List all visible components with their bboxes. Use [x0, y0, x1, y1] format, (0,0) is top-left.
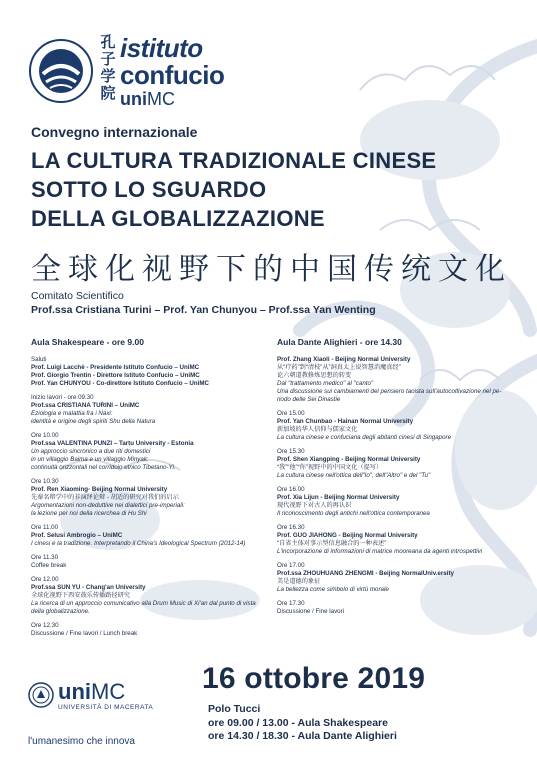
talk-title: la lezione per noi della ricerchea di Hu Shi	[31, 510, 147, 517]
morning-program	[31, 337, 271, 644]
logo-confucio-word: confucio	[120, 60, 225, 90]
speaker-name: Prof.ssa VALENTINA PUNZI – Tartu University - Estonia	[31, 440, 194, 447]
committee-label: Comitato Scientifico	[31, 290, 124, 302]
talk-title-chinese: 论六朝道教修炼思想的转变	[277, 372, 352, 379]
talk-title: Eziologia e malattia fra i Naxi:	[31, 410, 113, 417]
speaker-name: Prof.ssa SUN YU - Chang'an University	[31, 584, 146, 591]
talk-title-chinese: 从“疗药”到“清枝”从”洞真太上说智慧消魔真经”	[277, 364, 401, 371]
confucius-institute-logo	[28, 28, 258, 118]
scientific-committee	[31, 289, 376, 317]
speaker-name: Prof. Selusi Ambrogio – UniMC	[31, 532, 123, 539]
program-time: Ore 15.30	[277, 448, 305, 455]
program-entry	[31, 576, 271, 616]
speaker-name: Prof. Zhang Xiaoli - Beijing Normal University	[277, 356, 411, 363]
program-time: Ore 16.00	[277, 486, 305, 493]
program-entry	[277, 486, 517, 518]
session-schedule: ore 14.30 / 18.30 - Aula Dante Alighieri	[208, 730, 397, 742]
program-time: Ore 15.00	[277, 410, 305, 417]
greeting-speaker: Prof. Yan CHUNYOU - Co-direttore Istituto Confucio – UniMC	[31, 380, 209, 387]
conference-title-chinese: 全球化视野下的中国传统文化	[31, 252, 512, 287]
title-line: SOTTO LO SGUARDO	[31, 177, 267, 202]
program-time: Ore 11.30	[31, 554, 59, 561]
program-time: Inizio lavori - ore 09.30	[31, 394, 94, 401]
morning-talk-list	[31, 394, 271, 638]
event-venue	[208, 703, 397, 744]
university-seal-icon	[28, 682, 54, 708]
greeting-speaker: Prof. Luigi Lacchè - Presidente Istituto Confucio – UniMC	[31, 364, 200, 371]
program-time: Ore 17.30	[277, 600, 305, 607]
program-entry	[31, 524, 271, 548]
afternoon-hall-heading: Aula Dante Alighieri - ore 14.30	[277, 337, 402, 347]
afternoon-program	[277, 337, 517, 622]
program-entry	[31, 554, 271, 570]
conference-title	[31, 146, 436, 233]
talk-title-chinese: 先秦名辩学中的非演绎论辩 - 胡适的研究对我们的启示	[31, 494, 179, 501]
talk-title: Il riconoscimento degli antichi nell'ottica contemporanea	[277, 510, 430, 517]
talk-title-chinese: 现代视野下对古人的再认识	[277, 502, 352, 509]
program-entry	[277, 410, 517, 442]
talk-title: Dal "trattamento medico" al "canto"	[277, 380, 374, 387]
program-note: Discussione / Fine lavori	[277, 608, 345, 615]
talk-title: Un approccio sincronico a due riti domestici	[31, 448, 151, 455]
program-entry	[31, 622, 271, 638]
event-type-label: Convegno internazionale	[31, 124, 198, 140]
logo-istituto-word: istituto	[120, 33, 203, 63]
talk-title: in un villaggio Baima e un villaggio Minyak:	[31, 456, 149, 463]
program-time: Ore 10.00	[31, 432, 59, 439]
title-line: LA CULTURA TRADIZIONALE CINESE	[31, 148, 437, 173]
program-entry	[277, 448, 517, 480]
afternoon-talk-list	[277, 356, 517, 616]
session-schedule: ore 09.00 / 13.00 - Aula Shakespeare	[208, 716, 388, 729]
talk-title: Una discussione sui cambiamenti del pensiero taoista sull'autocoltivazione nel pe-	[277, 388, 502, 395]
program-entry	[31, 432, 271, 472]
talk-title: La cultura cinese nell'ottica dell"Io", dell"Altro" e del "Tu"	[277, 472, 431, 479]
title-line: DELLA GLOBALIZZAZIONE	[31, 206, 325, 231]
unimc-wordmark: uniMC	[58, 679, 126, 704]
program-entry	[277, 562, 517, 594]
talk-title: La ricerca di un approccio comunicativo alla Drum Music di Xi'an dal punto di vista	[31, 600, 256, 607]
logo-chinese-characters: 孔 子 学 院	[100, 33, 116, 102]
university-name: UNIVERSITÀ DI MACERATA	[58, 704, 154, 711]
program-entry	[31, 478, 271, 518]
program-time: Ore 17.00	[277, 562, 305, 569]
speaker-name: Prof. Shen Xiangping - Beijing Normal University	[277, 456, 421, 463]
program-entry	[277, 524, 517, 556]
program-entry	[277, 600, 517, 616]
speaker-name: Prof. Xia Lijun - Beijing Normal University	[277, 494, 400, 501]
program-time: Ore 12.30	[31, 622, 59, 629]
event-date: 16 ottobre 2019	[202, 662, 426, 695]
talk-title-chinese: 全球化视野下西安鼓乐传播路径研究	[31, 592, 130, 599]
logo-unimc-word: uniMC	[120, 89, 175, 109]
program-entry	[31, 394, 271, 426]
program-time: Ore 11.00	[31, 524, 59, 531]
talk-title: La cultura cinese e confuciana degli abitanti cinesi di Singapore	[277, 434, 452, 441]
talk-title: L'incorporazione di informazioni di matrice mooreana da agenti introspettivi	[277, 548, 483, 555]
unimc-logo	[28, 679, 198, 752]
talk-title: I cinesi e la tradizione. Interpretando il China's Ideological Spectrum (2012-14)	[31, 540, 246, 547]
greeting-speaker: Prof. Giorgio Trentin - Direttore Istituto Confucio – UniMC	[31, 372, 200, 379]
talk-title: della globalizzazione.	[31, 608, 90, 615]
talk-title-chinese: “自省主体对事示型信息融合的一种表述”	[277, 540, 387, 547]
talk-title-chinese: “我”“他”“你”视野中的中国文化（提写）	[277, 464, 383, 471]
talk-title: Argomentazioni non-deduttive nei dialettici pre-imperiali:	[31, 502, 185, 509]
committee-names: Prof.ssa Cristiana Turini – Prof. Yan Chunyou – Prof.ssa Yan Wenting	[31, 304, 376, 316]
talk-title: riodo delle Sei Dinastie	[277, 396, 341, 403]
venue-name: Polo Tucci	[208, 703, 261, 715]
talk-title: La bellezza come simbolo di virtù morale	[277, 586, 389, 593]
speaker-name: Prof. Ren Xiaoming- Beijing Normal University	[31, 486, 168, 493]
program-time: Ore 10.30	[31, 478, 59, 485]
confucius-institute-emblem-icon	[28, 38, 94, 104]
talk-title: continuità orizzontali nel corridoio etnico Tibetano-Yi.	[31, 464, 176, 471]
talk-title-chinese: 新加坡的华人信仰与儒家文化	[277, 426, 358, 433]
program-time: Ore 16.30	[277, 524, 305, 531]
university-tagline: l'umanesimo che innova	[28, 736, 135, 747]
program-note: Coffee break	[31, 562, 67, 569]
talk-title: identità e origine degli spiriti Shu della Natura	[31, 418, 156, 425]
speaker-name: Prof.ssa ZHOUHUANG ZHENGMI - Beijing NormalUniv.ersity	[277, 570, 454, 577]
greetings-label: Saluti	[31, 356, 47, 363]
program-time: Ore 12.00	[31, 576, 59, 583]
speaker-name: Prof. GUO JIAHONG - Beijing Normal University	[277, 532, 418, 539]
program-entry	[277, 356, 517, 404]
morning-hall-heading: Aula Shakespeare - ore 9.00	[31, 337, 144, 347]
speaker-name: Prof. Yan Chunbao - Hainan Normal University	[277, 418, 414, 425]
talk-title-chinese: 美是道德的象征	[277, 578, 321, 585]
program-note: Discussione / Fine lavori / Lunch break	[31, 630, 138, 637]
speaker-name: Prof.ssa CRISTIANA TURINI – UniMC	[31, 402, 140, 409]
greetings-block	[31, 356, 271, 388]
